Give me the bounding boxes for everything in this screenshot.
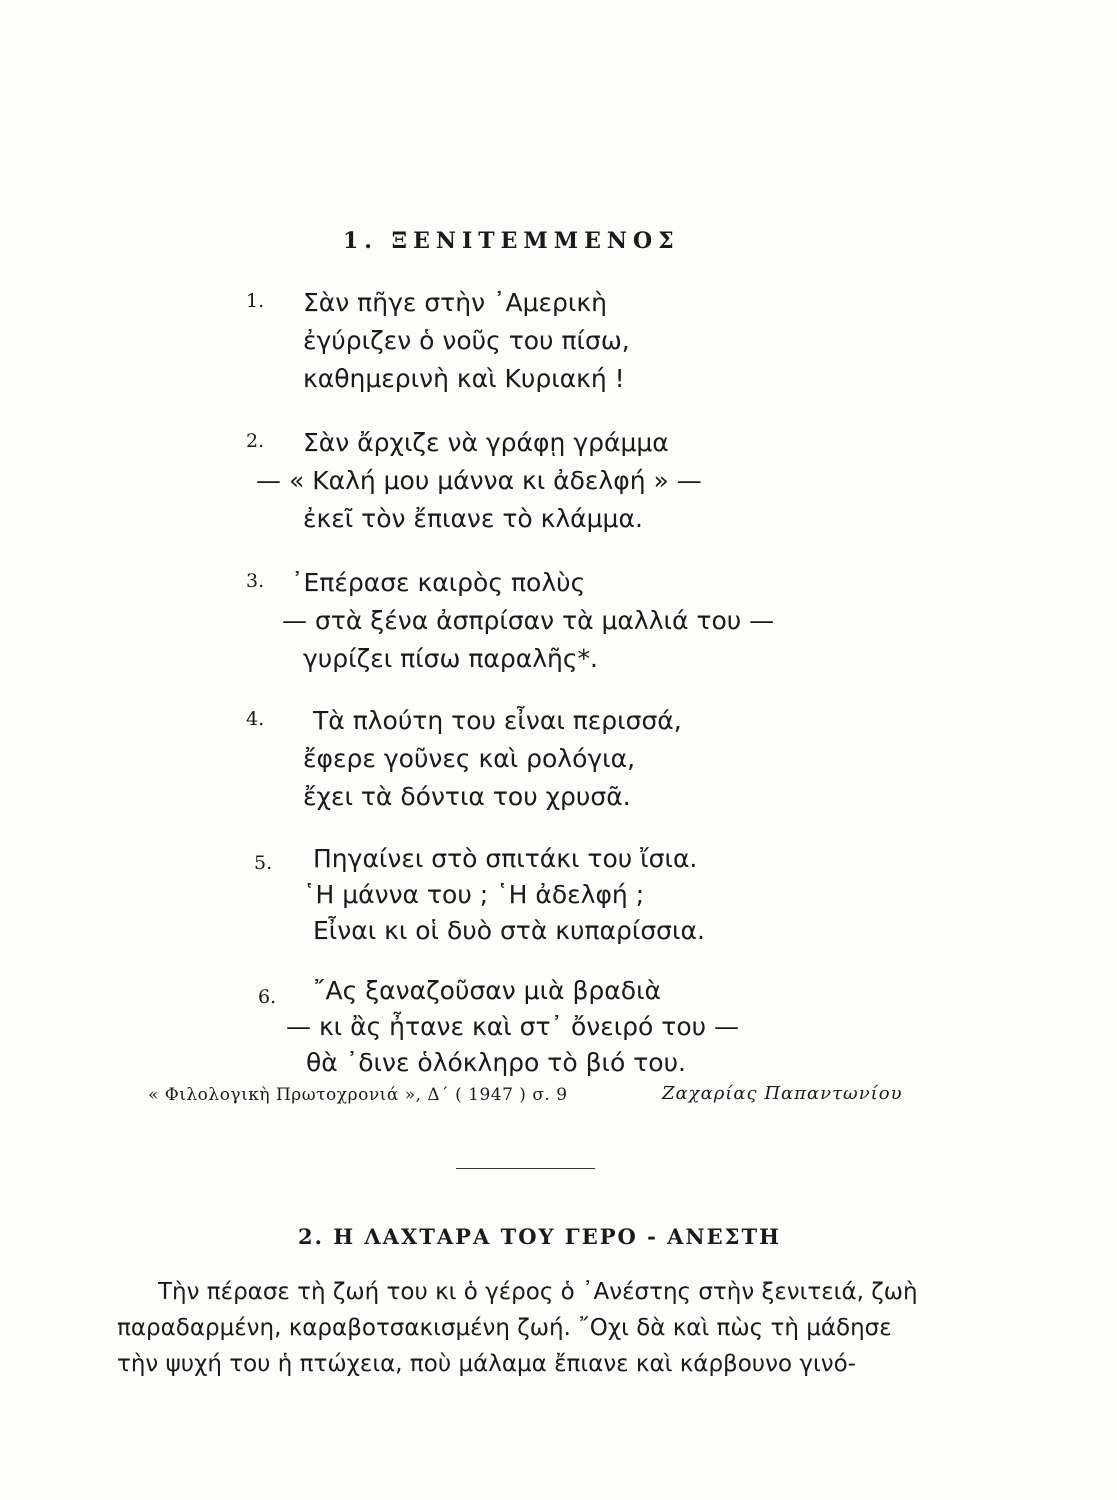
stanza-line: Πηγαίνει στὸ σπιτάκι του ἴσια. [313, 844, 698, 873]
stanza-line: ἐκεῖ τὸν ἔπιανε τὸ κλάμμα. [303, 504, 643, 533]
stanza-line: ῎Ας ξαναζοῦσαν μιὰ βραδιὰ [313, 976, 662, 1005]
stanza-line: ῾Η μάννα του ; ῾Η ἀδελφή ; [303, 880, 645, 909]
poem-author: Ζαχαρίας Παπαντωνίου [662, 1083, 903, 1104]
stanza-line: — « Καλή μου μάννα κι ἀδελφή » — [256, 466, 702, 495]
story-line: Τὴν πέρασε τὴ ζωή του κι ὁ γέρος ὁ ᾿Ανέστης στὴν ξενιτειά, ζωὴ [158, 1279, 918, 1305]
stanza-line: Τὰ πλούτη του εἶναι περισσά, [313, 706, 682, 735]
stanza-line: θὰ ᾿δινε ὁλόκληρο τὸ βιό του. [306, 1048, 686, 1077]
stanza-line: ἐγύριζεν ὁ νοῦς του πίσω, [303, 326, 630, 355]
stanza-line: ἔχει τὰ δόντια του χρυσᾶ. [303, 782, 631, 811]
stanza-number: 5. [254, 852, 273, 874]
story-line: τὴν ψυχή του ἡ πτώχεια, ποὺ μάλαμα ἔπιανε καὶ κάρβουνο γινό- [117, 1351, 856, 1377]
stanza-line: — στὰ ξένα ἀσπρίσαν τὰ μαλλιά του — [282, 606, 775, 635]
stanza-line: Σὰν πῆγε στὴν ᾿Αμερικὴ [303, 288, 607, 317]
poem-title: 1. ΞΕΝΙΤΕΜΜΕΝΟΣ [343, 228, 680, 254]
poem-source-citation: « Φιλολογικὴ Πρωτοχρονιά », Δ΄ ( 1947 ) σ. 9 [148, 1085, 568, 1105]
section-divider [456, 1168, 595, 1169]
stanza-line: ἔφερε γοῦνες καὶ ρολόγια, [303, 744, 636, 773]
stanza-line: Σὰν ἄρχιζε νὰ γράφῃ γράμμα [303, 428, 669, 457]
story-title: 2. Η ΛΑΧΤΑΡΑ ΤΟΥ ΓΕΡΟ - ΑΝΕΣΤΗ [298, 1224, 781, 1249]
stanza-number: 2. [246, 430, 265, 452]
stanza-number: 6. [258, 986, 277, 1008]
stanza-number: 4. [246, 708, 265, 730]
stanza-line: — κι ἂς ἦτανε καὶ στ᾿ ὄνειρό του — [286, 1012, 740, 1041]
stanza-line: γυρίζει πίσω παραλῆς*. [303, 644, 598, 673]
stanza-line: καθημερινὴ καὶ Κυριακή ! [303, 364, 625, 393]
stanza-line: ᾿Επέρασε καιρὸς πολὺς [291, 568, 586, 597]
stanza-line: Εἶναι κι οἱ δυὸ στὰ κυπαρίσσια. [313, 916, 705, 945]
stanza-number: 3. [246, 570, 265, 592]
story-line: παραδαρμένη, καραβοτσακισμένη ζωή. ῎Οχι δὰ καὶ πὼς τὴ μάδησε [117, 1315, 892, 1341]
stanza-number: 1. [246, 290, 265, 312]
